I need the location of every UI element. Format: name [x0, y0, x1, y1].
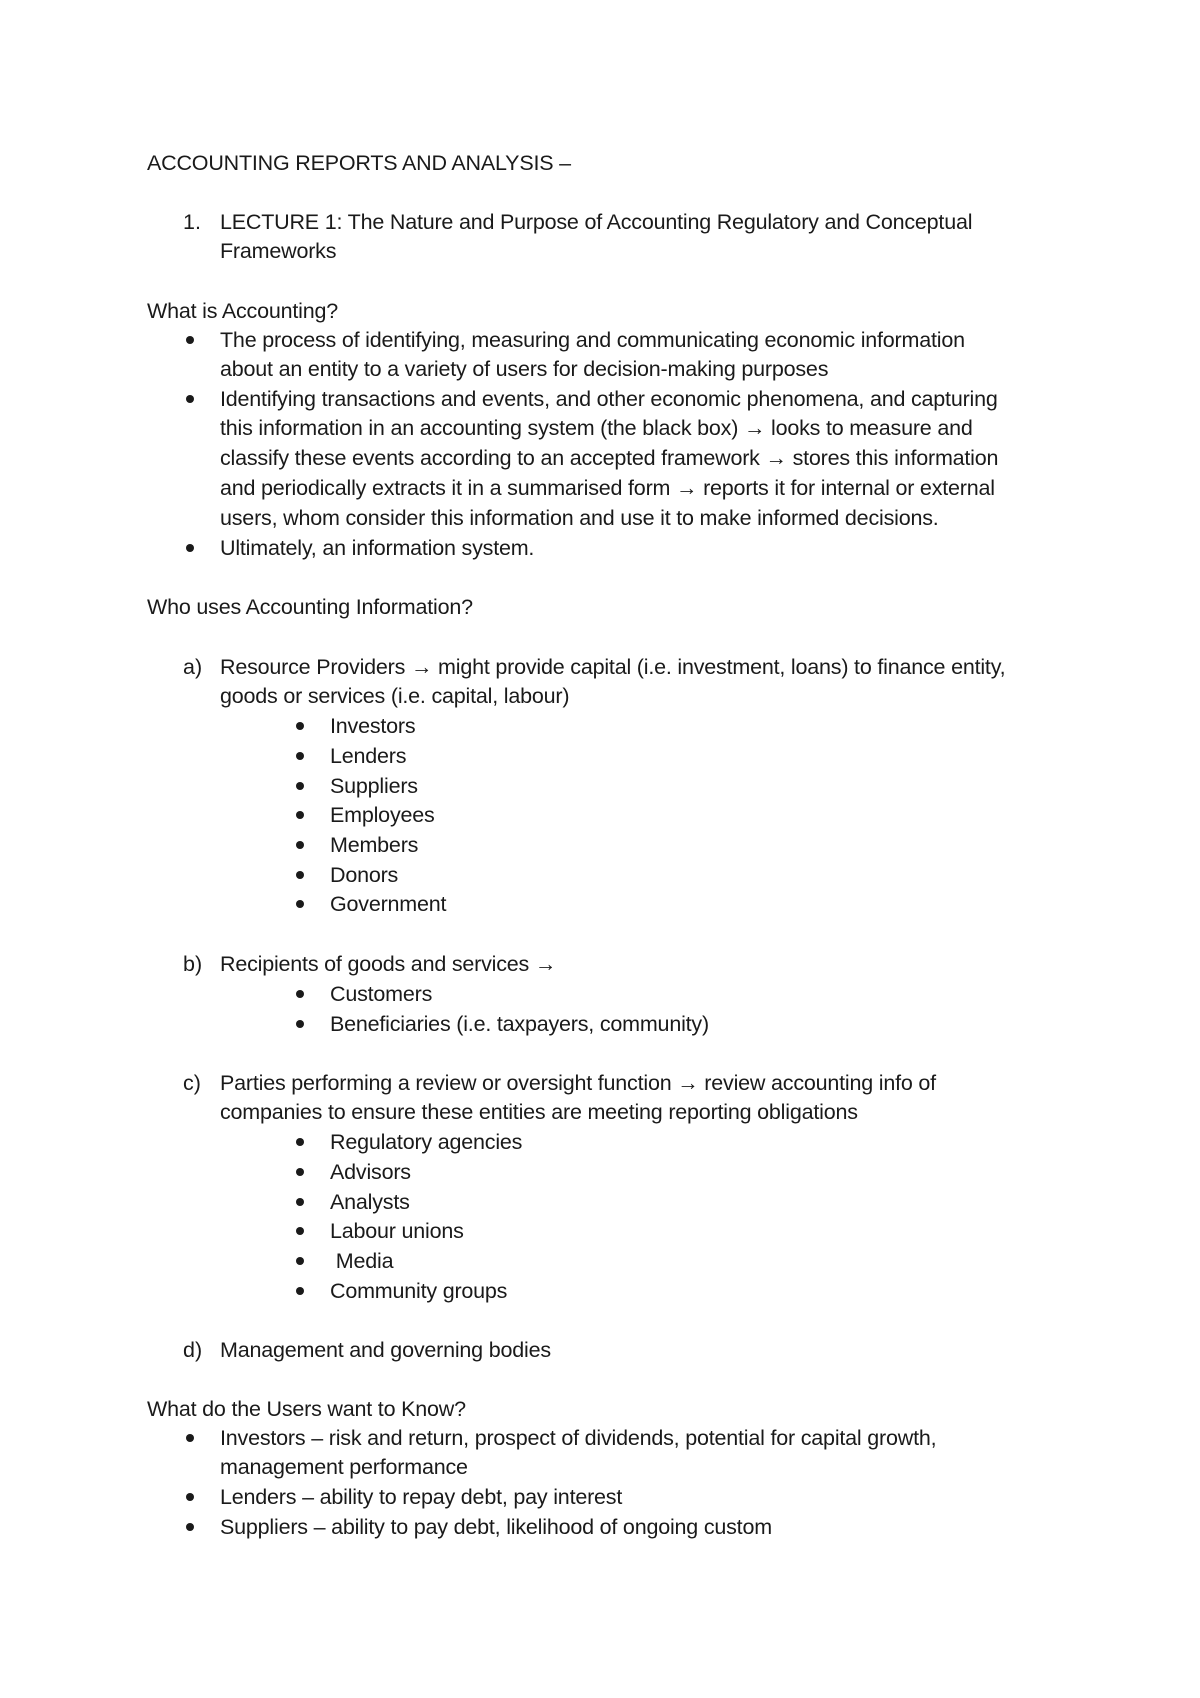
bullet-icon: [296, 841, 304, 849]
list-item-continuation: classify these events according to an accepted framework → stores this information: [220, 446, 999, 470]
bullet-icon: [186, 1493, 194, 1501]
lecture-title-line-1: LECTURE 1: The Nature and Purpose of Accounting Regulatory and Conceptual: [220, 210, 973, 234]
list-item: Investors – risk and return, prospect of dividends, potential for capital growth,: [220, 1426, 937, 1450]
group-title: Recipients of goods and services →: [220, 952, 557, 976]
bullet-icon: [296, 871, 304, 879]
lecture-title-line-2: Frameworks: [220, 239, 337, 263]
list-item: Lenders – ability to repay debt, pay interest: [220, 1485, 623, 1509]
bullet-icon: [186, 336, 194, 344]
list-item-continuation: management performance: [220, 1455, 468, 1479]
bullet-icon: [186, 1434, 194, 1442]
list-item: Advisors: [330, 1160, 411, 1184]
group-title: Parties performing a review or oversight function → review accounting info of: [220, 1071, 936, 1095]
group-title: Management and governing bodies: [220, 1338, 551, 1362]
list-item: Lenders: [330, 744, 407, 768]
list-item: Members: [330, 833, 419, 857]
bullet-icon: [186, 1523, 194, 1531]
group-title: Resource Providers → might provide capital (i.e. investment, loans) to finance entity,: [220, 655, 1006, 679]
list-item: The process of identifying, measuring and communicating economic information: [220, 328, 965, 352]
bullet-icon: [296, 1138, 304, 1146]
list-item-continuation: about an entity to a variety of users for decision-making purposes: [220, 357, 829, 381]
group-title-continuation: goods or services (i.e. capital, labour): [220, 684, 570, 708]
list-item-continuation: this information in an accounting system (the black box) → looks to measure and: [220, 416, 973, 440]
list-item: Employees: [330, 803, 435, 827]
section-heading-users-want: What do the Users want to Know?: [147, 1397, 466, 1421]
list-item: Labour unions: [330, 1219, 464, 1243]
bullet-icon: [296, 782, 304, 790]
list-item: Beneficiaries (i.e. taxpayers, community): [330, 1012, 709, 1036]
list-item: Community groups: [330, 1279, 508, 1303]
section-heading-who-uses: Who uses Accounting Information?: [147, 595, 473, 619]
list-item-continuation: users, whom consider this information and use it to make informed decisions.: [220, 506, 939, 530]
bullet-icon: [296, 1198, 304, 1206]
list-item: Identifying transactions and events, and other economic phenomena, and capturing: [220, 387, 998, 411]
bullet-icon: [186, 544, 194, 552]
bullet-icon: [296, 900, 304, 908]
group-marker: a): [183, 655, 203, 679]
bullet-icon: [296, 1227, 304, 1235]
bullet-icon: [296, 1287, 304, 1295]
list-item: Suppliers: [330, 774, 418, 798]
list-item: Media: [330, 1249, 394, 1273]
document-title: ACCOUNTING REPORTS AND ANALYSIS –: [147, 151, 571, 175]
section-heading-what-is-accounting: What is Accounting?: [147, 299, 339, 323]
lecture-number: 1.: [183, 210, 201, 234]
list-item: Regulatory agencies: [330, 1130, 523, 1154]
list-item: Ultimately, an information system.: [220, 536, 535, 560]
list-item: Donors: [330, 863, 399, 887]
group-marker: b): [183, 952, 203, 976]
list-item: Government: [330, 892, 447, 916]
bullet-icon: [296, 1257, 304, 1265]
list-item: Analysts: [330, 1190, 410, 1214]
bullet-icon: [296, 990, 304, 998]
bullet-icon: [296, 1168, 304, 1176]
list-item: Suppliers – ability to pay debt, likelihood of ongoing custom: [220, 1515, 772, 1539]
list-item: Customers: [330, 982, 433, 1006]
bullet-icon: [296, 1020, 304, 1028]
list-item-continuation: and periodically extracts it in a summarised form → reports it for internal or external: [220, 476, 995, 500]
group-marker: c): [183, 1071, 201, 1095]
bullet-icon: [296, 811, 304, 819]
group-title-continuation: companies to ensure these entities are meeting reporting obligations: [220, 1100, 858, 1124]
bullet-icon: [296, 722, 304, 730]
group-marker: d): [183, 1338, 203, 1362]
bullet-icon: [296, 752, 304, 760]
bullet-icon: [186, 395, 194, 403]
list-item: Investors: [330, 714, 416, 738]
